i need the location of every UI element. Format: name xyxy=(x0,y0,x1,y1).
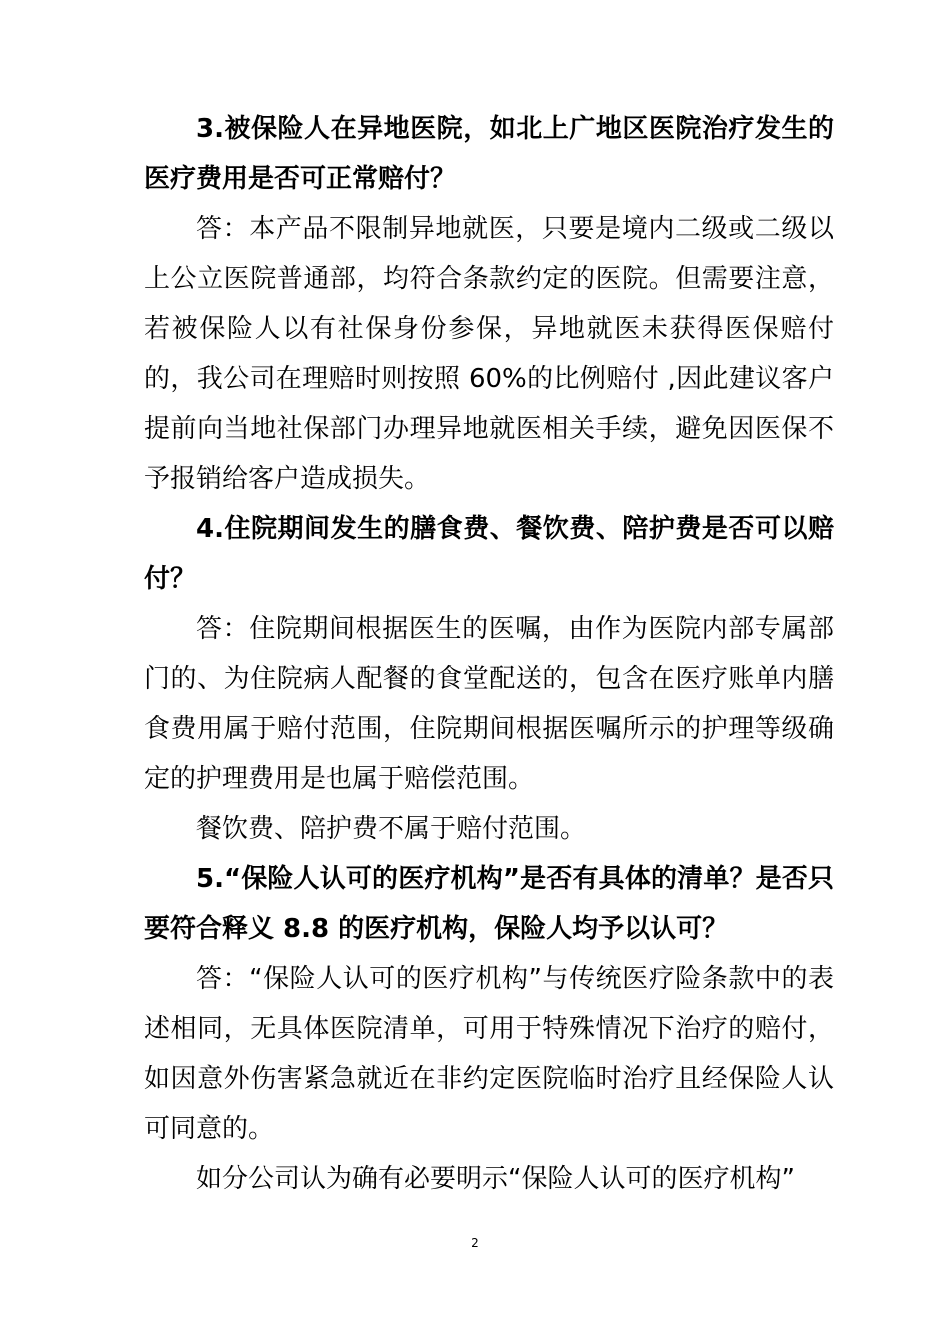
question-4: 4.住院期间发生的膳食费、餐饮费、陪护费是否可以赔付？ xyxy=(144,514,834,594)
question-5: 5.“保险人认可的医疗机构”是否有具体的清单？是否只要符合释义 8.8 的医疗机构，保险人均予以认可？ xyxy=(144,864,834,944)
question-3: 3.被保险人在异地医院，如北上广地区医院治疗发生的医疗费用是否可正常赔付？ xyxy=(144,114,834,194)
answer-5-continued: 如分公司认为确有必要明示“保险人认可的医疗机构” xyxy=(196,1164,795,1194)
answer-4-note: 餐饮费、陪护费不属于赔付范围。 xyxy=(196,814,587,844)
answer-3: 答：本产品不限制异地就医，只要是境内二级或二级以上公立医院普通部，均符合条款约定的医院。但需要注意，若被保险人以有社保身份参保，异地就医未获得医保赔付的，我公司在理赔时则按照 60%的比例赔付 ,因此建议客户提前向当地社保部门办理异地就医相关手续，避免因医保不予报销给客户造成损失。 xyxy=(144,214,834,494)
document-body xyxy=(144,104,834,1204)
page-number: 2 xyxy=(471,1236,479,1250)
answer-5: 答：“保险人认可的医疗机构”与传统医疗险条款中的表述相同，无具体医院清单，可用于特殊情况下治疗的赔付，如因意外伤害紧急就近在非约定医院临时治疗且经保险人认可同意的。 xyxy=(144,964,834,1144)
answer-4: 答：住院期间根据医生的医嘱，由作为医院内部专属部门的、为住院病人配餐的食堂配送的，包含在医疗账单内膳食费用属于赔付范围，住院期间根据医嘱所示的护理等级确定的护理费用是也属于赔偿范围。 xyxy=(144,614,834,794)
